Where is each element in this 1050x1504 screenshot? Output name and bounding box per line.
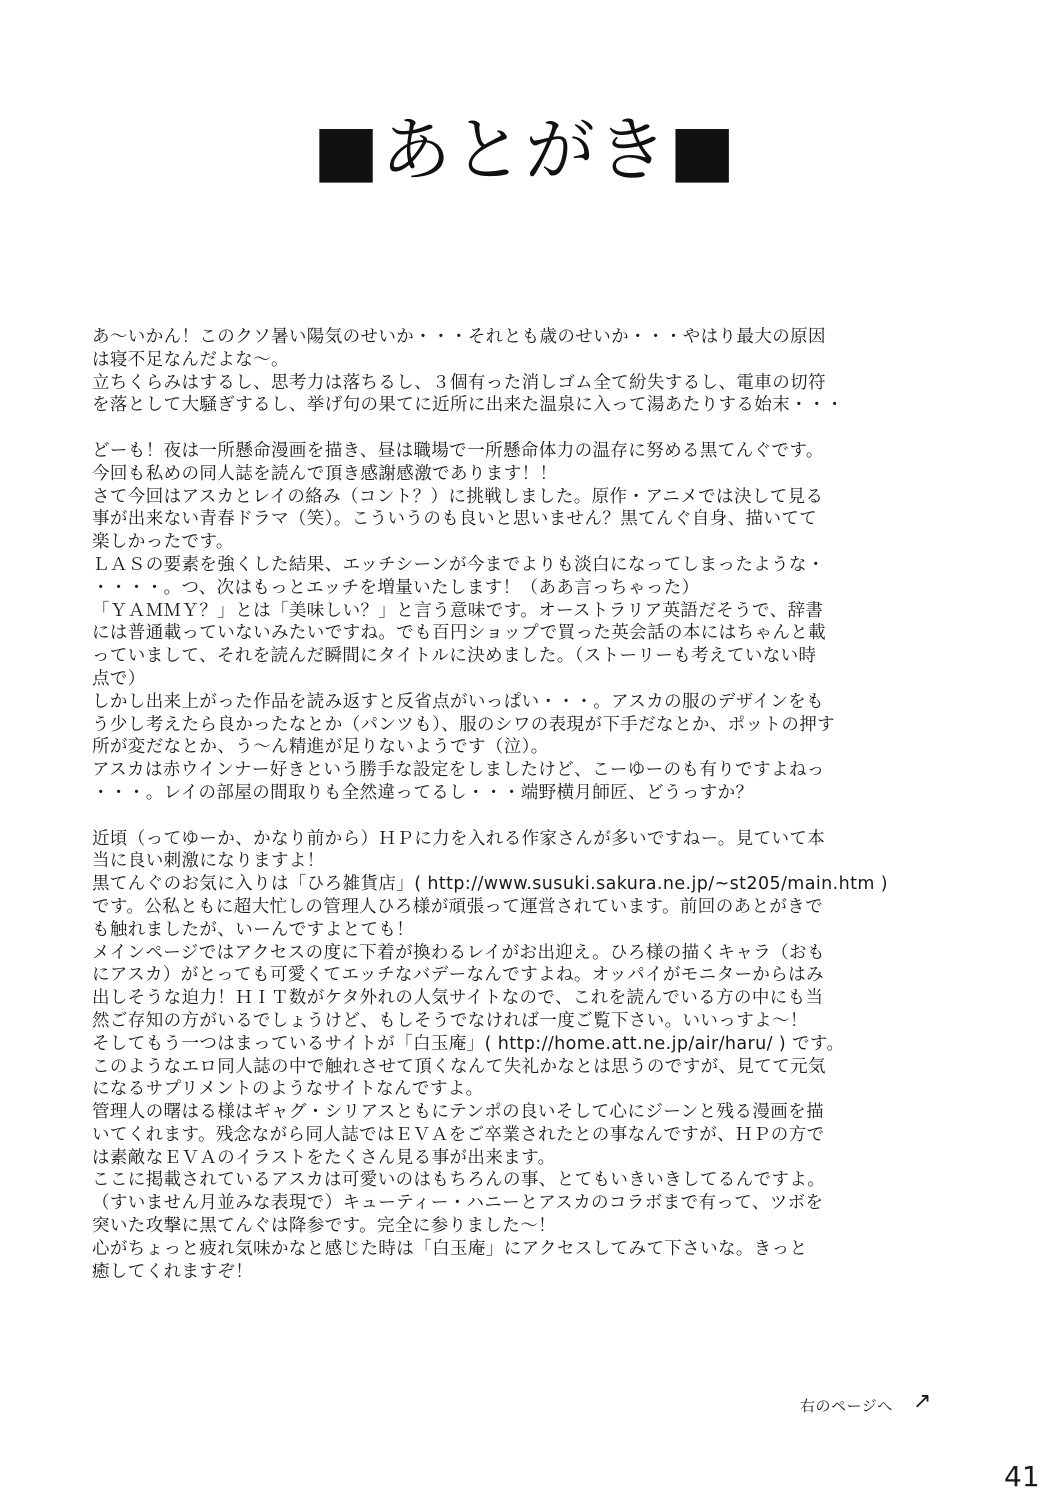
text-line: 突いた攻撃に黒てんぐは降参です。完全に参りました～！ bbox=[92, 1216, 556, 1237]
afterword-body bbox=[92, 326, 992, 1306]
page-title: ■あとがき■ bbox=[312, 109, 738, 191]
text-line: は素敵なＥＶＡのイラストをたくさん見る事が出来ます。 bbox=[92, 1147, 556, 1168]
text-line: を落として大騒ぎするし、挙げ句の果てに近所に出来た温泉に入って湯あたりする始末・・・ bbox=[92, 395, 844, 416]
text-line: です。公私ともに超大忙しの管理人ひろ様が頑張って運営されています。前回のあとがきで bbox=[92, 896, 824, 917]
text-line: 「ＹＡＭＭＹ？」とは「美味しい？」と言う意味です。オーストラリア英語だそうで、辞書 bbox=[92, 600, 824, 621]
arrow-up-right-icon: ↗ bbox=[913, 1389, 932, 1414]
text-line: 出しそうな迫力！ＨＩＴ数がケタ外れの人気サイトなので、これを読んでいる方の中にも当 bbox=[92, 988, 824, 1009]
text-line: 然ご存知の方がいるでしょうけど、もしそうでなければ一度ご覧下さい。いいっすよ～！ bbox=[92, 1010, 808, 1031]
text-line: メインページではアクセスの度に下着が換わるレイがお出迎え。ひろ様の描くキャラ（おも bbox=[92, 942, 825, 963]
text-line: にアスカ）がとっても可愛くてエッチなバデーなんですよね。オッパイがモニターからはみ bbox=[92, 965, 824, 986]
text-line: そしてもう一つはまっているサイトが「白玉庵」( http://home.att.ne.jp/air/haru/ ) です。 bbox=[92, 1033, 845, 1054]
text-line: 点で） bbox=[92, 668, 146, 689]
text-line: （すいません月並みな表現で）キューティー・ハニーとアスカのコラボまで有って、ツボを bbox=[92, 1193, 824, 1214]
text-line: 癒してくれますぞ！ bbox=[92, 1261, 254, 1282]
text-line: 黒てんぐのお気に入りは「ひろ雑貨店」( http://www.susuki.sakura.ne.jp/~st205/main.htm ) bbox=[92, 874, 888, 895]
text-line: には普通載っていないみたいですね。でも百円ショップで買った英会話の本にはちゃんと載 bbox=[92, 623, 827, 644]
paragraph-3 bbox=[92, 828, 992, 1284]
text-line: 管理人の曙はる様はギャグ・シリアスともにテンポの良いそして心にジーンと残る漫画を描 bbox=[92, 1102, 824, 1123]
page-number: 41 bbox=[1004, 1460, 1040, 1493]
text-line: 事が出来ない青春ドラマ（笑）。こういうのも良いと思いません？黒てんぐ自身、描いてて bbox=[92, 509, 818, 530]
text-line: いてくれます。残念ながら同人誌ではＥＶＡをご卒業されたとの事なんですが、ＨＰの方で bbox=[92, 1124, 825, 1145]
paragraph-2 bbox=[92, 440, 992, 805]
text-line: 楽しかったです。 bbox=[92, 532, 234, 553]
text-line: は寝不足なんだよな～。 bbox=[92, 349, 289, 370]
text-line: っていまして、それを読んだ瞬間にタイトルに決めました。（ストーリーも考えていない時 bbox=[92, 646, 817, 667]
text-line: 今回も私めの同人誌を読んで頂き感謝感激であります！！ bbox=[92, 463, 558, 484]
text-line: になるサプリメントのようなサイトなんですよ。 bbox=[92, 1079, 484, 1100]
text-line: ・・・。レイの部屋の間取りも全然違ってるし・・・端野横月師匠、どうっすか？ bbox=[92, 782, 754, 803]
text-line: 立ちくらみはするし、思考力は落ちるし、３個有った消しゴム全て紛失するし、電車の切符 bbox=[92, 372, 826, 393]
next-page-note: 右のページへ bbox=[800, 1397, 893, 1415]
paragraph-1 bbox=[92, 326, 992, 417]
text-line: 心がちょっと疲れ気味かなと感じた時は「白玉庵」にアクセスしてみて下さいな。きっと bbox=[92, 1238, 808, 1259]
text-line: 所が変だなとか、う～ん精進が足りないようです（泣）。 bbox=[92, 737, 549, 758]
text-line: ここに掲載されているアスカは可愛いのはもちろんの事、とてもいきいきしてるんですよ。 bbox=[92, 1170, 826, 1191]
text-line: どーも！夜は一所懸命漫画を描き、昼は職場で一所懸命体力の温存に努める黒てんぐです。 bbox=[92, 440, 824, 461]
text-line: しかし出来上がった作品を読み返すと反省点がいっぱい・・・。アスカの服のデザインをも bbox=[92, 691, 824, 712]
text-line: 近頃（ってゆーか、かなり前から）ＨＰに力を入れる作家さんが多いですねー。見ていて本 bbox=[92, 828, 826, 849]
text-line: 当に良い刺激になりますよ！ bbox=[92, 851, 325, 872]
text-line: アスカは赤ウインナー好きという勝手な設定をしましたけど、こーゆーのも有りですよねっ bbox=[92, 760, 825, 781]
text-line: このようなエロ同人誌の中で触れさせて頂くなんて失礼かなとは思うのですが、見てて元気 bbox=[92, 1056, 826, 1077]
text-line: ＬＡＳの要素を強くした結果、エッチシーンが今までよりも淡白になってしまったような・ bbox=[92, 554, 825, 575]
text-line: う少し考えたら良かったなとか（パンツも）、服のシワの表現が下手だなとか、ポットの押す bbox=[92, 714, 836, 735]
text-line: ・・・・。つ、次はもっとエッチを増量いたします！（ああ言っちゃった） bbox=[92, 577, 700, 598]
text-line: さて今回はアスカとレイの絡み（コント？）に挑戦しました。原作・アニメでは決して見る bbox=[92, 486, 824, 507]
text-line: も触れましたが、いーんですよとても！ bbox=[92, 919, 415, 940]
text-line: あ～いかん！このクソ暑い陽気のせいか・・・それとも歳のせいか・・・やはり最大の原因 bbox=[92, 327, 826, 347]
